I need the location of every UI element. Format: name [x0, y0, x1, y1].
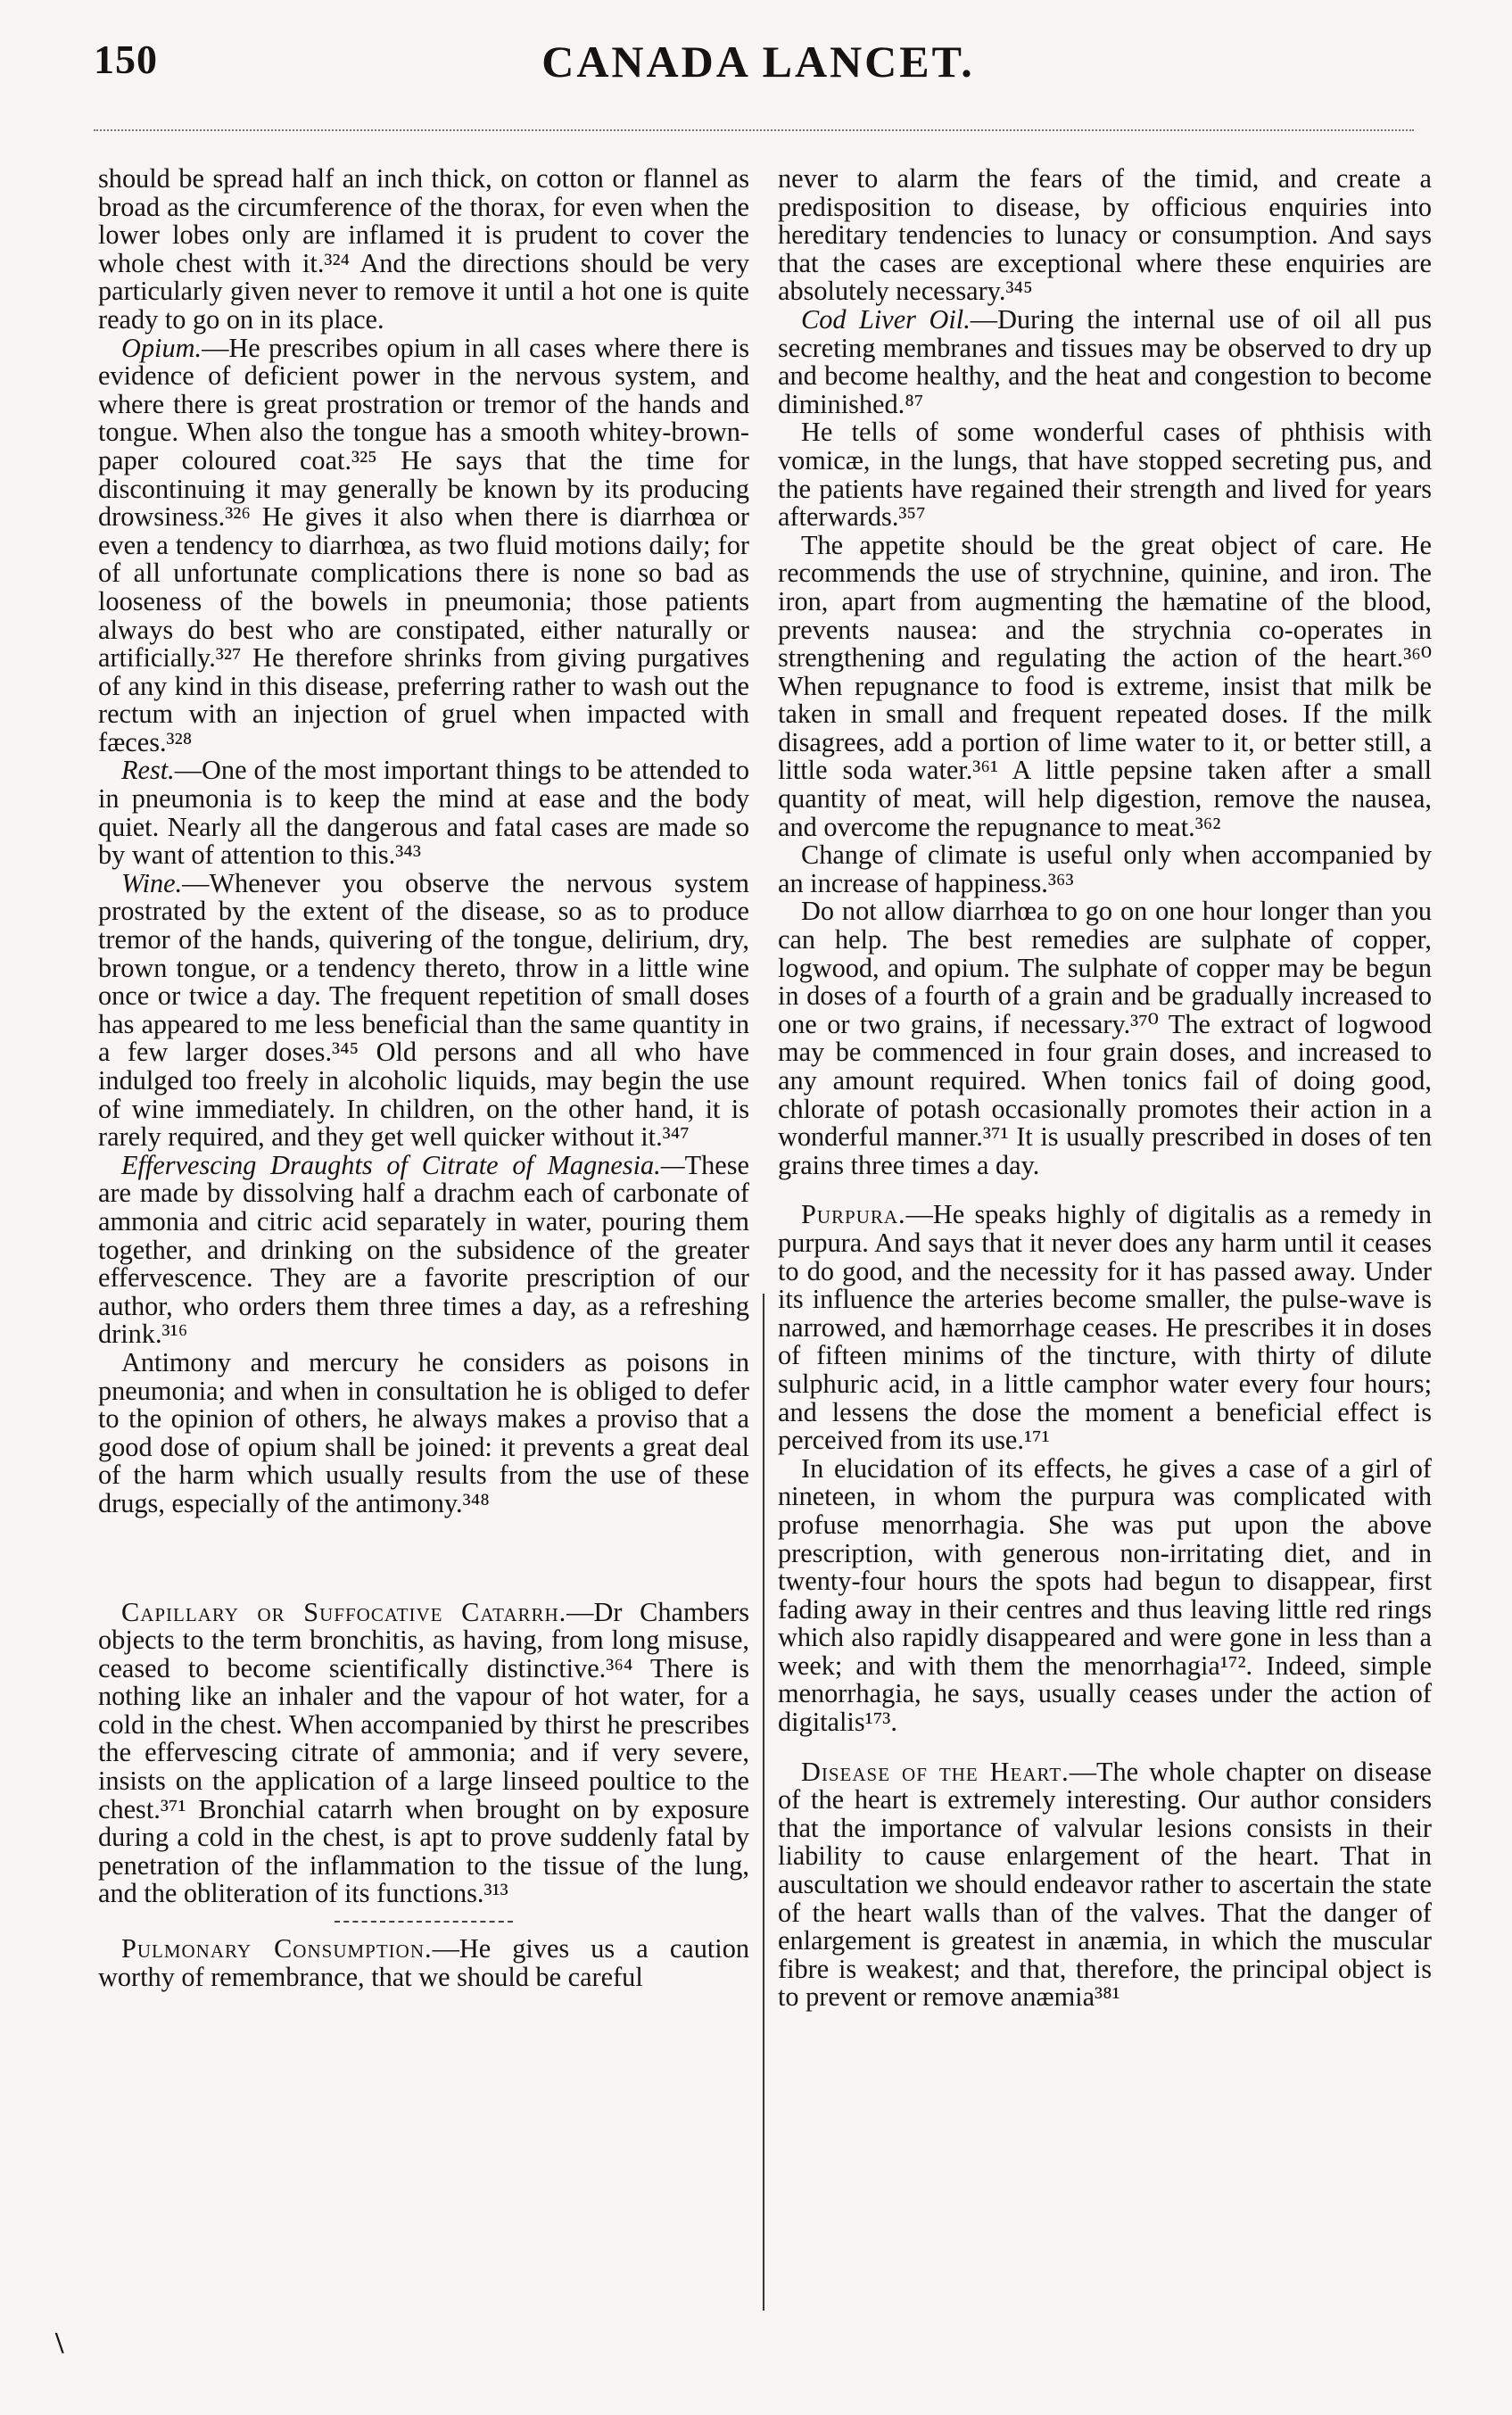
paragraph-enquiries: never to alarm the fears of the timid, and create a predisposition to disease, by officious enquiries into hereditary tendencies to lunacy or consumption. And says that the cases are exceptional where these enquiries are absolutely necessary.³⁴⁵ [778, 163, 1432, 307]
paragraph-climate: Change of climate is useful only when accompanied by an increase of happiness.³⁶³ [778, 839, 1432, 898]
heart-heading: Disease of the Heart. [801, 1756, 1070, 1787]
heart-text: —The whole chapter on disease of the heart is extremely interesting. Our author considers that the importance of valvular lesions consists in their liability to cause enlargement of the heart. That in auscultation we should endeavor rather to ascertain the state of the heart walls than of the valves. That the danger of enlargement is greatest in anæmia, in which the muscular fibre is weakest; and that, therefore, the principal object is to prevent or remove anæmia³⁸¹ [778, 1756, 1432, 2013]
paragraph-phthisis: He tells of some wonderful cases of phthisis with vomicæ, in the lungs, that have stopped secreting pus, and the patients have regained their strength and lived for years afterwards.³⁵⁷ [778, 417, 1432, 533]
purpura-heading: Purpura. [801, 1199, 906, 1230]
purpura-text: —He speaks highly of digitalis as a remedy in purpura. And says that it never does any harm until it ceases to do good, and the necessity for it has passed away. Under its influence the arteries become smaller, the pulse-wave is narrowed, and hæmorrhage ceases. He prescribes it in doses of fifteen minims of the tincture, with thirty of dilute sulphuric acid, in a little camphor water every four hours; and lessens the dose the moment a beneficial effect is perceived from its use.¹⁷¹ [778, 1199, 1432, 1456]
paragraph-elucidation: In elucidation of its effects, he gives a case of a girl of nineteen, in whom the purpura was complicated with profuse menorrhagia. She was put upon the above prescription, with generous non-irritating diet, and in twenty-four hours the spots had begun to disappear, first fading away in their centres and thus leaving little red rings which also rapidly disappeared and were gone in less than a week; and with them the menorrhagia¹⁷². Indeed, simple menorrhagia, he says, usually ceases under the action of digitalis¹⁷³. [778, 1452, 1432, 1738]
paragraph-consumption [98, 1935, 749, 1991]
consumption-text: —He gives us a caution worthy of remembrance, that we should be careful [98, 1933, 749, 1992]
opium-heading: Opium. [121, 332, 202, 363]
right-column [778, 165, 1432, 2012]
journal-title: CANADA LANCET. [541, 37, 975, 87]
catarrh-text: —Dr Chambers objects to the term bronchitis, as having, from long misuse, ceased to become scientifically distinctive.³⁶⁴ There is nothing like an inhaler and the vapour of hot water, for a cold in the chest. When accompanied by thirst he prescribes the effervescing citrate of ammonia; and if very severe, insists on the application of a large linseed poultice to the chest.³⁷¹ Bronchial catarrh when brought on by exposure during a cold in the chest, is apt to prove suddenly fatal by penetration of the inflammation to the tissue of the lung, and the obliteration of its functions.³¹³ [98, 1596, 749, 1909]
page-number: 150 [94, 37, 158, 82]
paragraph-cod-liver-oil [778, 303, 1432, 419]
rest-text: —One of the most important things to be attended to in pneumonia is to keep the mind at ease and the body quiet. Nearly all the dangerous and fatal cases are made so by want of attention to this.³⁴³ [98, 755, 749, 871]
paragraph-heart [778, 1758, 1432, 2012]
paragraph-antimony: Antimony and mercury he considers as poisons in pneumonia; and when in consultation he is obliged to defer to the opinion of others, he always makes a proviso that a good dose of opium shall be joined: it prevents a great deal of the harm which usually results from the use of these drugs, especially of the antimony.³⁴⁸ [98, 1346, 749, 1518]
wine-heading: Wine. [121, 867, 183, 898]
paragraph-purpura [778, 1201, 1432, 1454]
paragraph-appetite: The appetite should be the great object of care. He recommends the use of strychnine, quinine, and iron. The iron, apart from augmenting the hæmatine of the blood, prevents nausea: and the strychnia co-operates in strengthening and regulating the action of the heart.³⁶⁰ When repugnance to food is extreme, insist that milk be taken in small and frequent repeated doses. If the milk disagrees, add a portion of lime water to it, or better still, a little soda water.³⁶¹ A little pepsine taken after a small quantity of meat, will help digestion, remove the nausea, and overcome the repugnance to meat.³⁶² [778, 529, 1432, 842]
rest-heading: Rest. [121, 755, 175, 786]
catarrh-heading: Capillary or Suffocative Catarrh. [121, 1596, 567, 1627]
header-rule [94, 129, 1414, 131]
paragraph-rest [98, 757, 749, 869]
paragraph-catarrh [98, 1596, 749, 1909]
page-header [94, 36, 1423, 98]
paragraph-opium [98, 332, 749, 757]
cod-liver-oil-heading: Cod Liver Oil. [801, 303, 971, 335]
paragraph-poultice: should be spread half an inch thick, on cotton or flannel as broad as the circumference of the thorax, for even when the lower lobes only are inflamed it is prudent to cover the whole chest with it.³²⁴ And the directions should be very particularly given never to remove it until a hot one is quite ready to go on in its place. [98, 163, 749, 335]
paragraph-wine [98, 867, 749, 1153]
paragraph-diarrhoea: Do not allow diarrhœa to go on one hour longer than you can help. The best remedies are sulphate of copper, logwood, and opium. The sulphate of copper may be begun in doses of a fourth of a grain and be gradually increased to one or two grains, if necessary.³⁷⁰ The extract of logwood may be commenced in four grain doses, and increased to any amount required. When tonics fail of doing good, chlorate of potash occasionally promotes their action in a wonderful manner.³⁷¹ It is usually prescribed in doses of ten grains three times a day. [778, 896, 1432, 1180]
cod-liver-oil-text: —During the internal use of oil all pus secreting membranes and tissues may be observed to dry up and become healthy, and the heat and congestion to become diminished.⁸⁷ [778, 303, 1432, 419]
section-divider [335, 1921, 513, 1923]
paragraph-effervescing [98, 1149, 749, 1350]
column-divider [763, 1294, 764, 2311]
effervescing-text: These are made by dissolving half a drachm each of carbonate of ammonia and citric acid separately in water, pouring them together, and drinking on the subsidence of the greater effervescence. They are a favorite prescription of our author, who orders them three times a day, as a refreshing drink.³¹⁶ [98, 1149, 749, 1350]
left-column [98, 165, 749, 1991]
margin-mark: \ [55, 2327, 64, 2360]
effervescing-heading: Effervescing Draughts of Citrate of Magnesia.— [121, 1149, 685, 1180]
wine-text: —Whenever you observe the nervous system prostrated by the extent of the disease, so as to produce tremor of the hands, quivering of the tongue, delirium, dry, brown tongue, or a tendency thereto, throw in a little wine once or twice a day. The frequent repetition of small doses has appeared to me less beneficial than the same quantity in a few larger doses.³⁴⁵ Old persons and all who have indulged too freely in alcoholic liquids, may begin the use of wine immediately. In children, on the other hand, it is rarely required, and they get well quicker without it.³⁴⁷ [98, 867, 749, 1153]
opium-text: —He prescribes opium in all cases where there is evidence of deficient power in the nervous system, and where there is great prostration or tremor of the hands and tongue. When also the tongue has a smooth whitey-brown-paper coloured coat.³²⁵ He says that the time for discontinuing it may generally be known by its producing drowsiness.³²⁶ He gives it also when there is diarrhœa or even a tendency to diarrhœa, as two fluid motions daily; for of all unfortunate complications there is none so bad as looseness of the bowels in pneumonia; those patients always do best who are constipated, either naturally or artificially.³²⁷ He therefore shrinks from giving purgatives of any kind in this disease, preferring rather to wash out the rectum with an injection of gruel when impacted with fæces.³²⁸ [98, 332, 749, 757]
consumption-heading: Pulmonary Consumption. [121, 1933, 433, 1964]
